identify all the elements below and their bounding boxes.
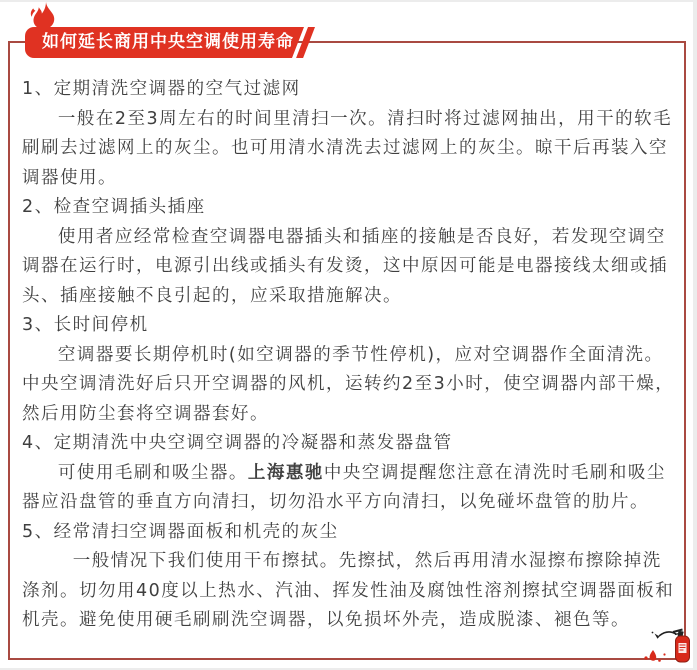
brand-name: 上海惠驰	[247, 462, 324, 483]
section-heading: 2、检查空调插头插座	[22, 197, 206, 217]
section-3	[22, 311, 678, 429]
page-edge-top	[0, 0, 697, 2]
paragraph-text: 中央空调提醒您注意在清洗时毛刷和吸尘器应沿盘管的垂直方向清扫，切勿沿水平方向清扫，以免碰坏盘管的肋片。	[22, 462, 666, 512]
section-5	[22, 518, 678, 636]
section-2	[22, 193, 678, 311]
section-paragraph: 使用者应经常检查空调器电器插头和插座的接触是否良好，若发现空调空调器在运行时，电源引出线或插头有发烫，这中原因可能是电器接线太细或插头、插座接触不良引起的，应采取措施解决。	[22, 226, 668, 306]
section-paragraph: 一般情况下我们使用干布擦拭。先擦拭，然后再用清水湿擦布擦除掉洗涤剂。切勿用40度以上热水、汽油、挥发性油及腐蚀性溶剂擦拭空调器面板和机壳。避免使用硬毛刷刷洗空调器，以免损坏外壳，造成脱漆、褪色等。	[22, 551, 675, 630]
section-heading: 5、经常清扫空调器面板和机壳的灰尘	[22, 521, 339, 542]
fire-extinguisher-icon	[642, 625, 695, 667]
section-1	[22, 75, 678, 193]
article-content	[22, 75, 678, 636]
title-banner	[25, 27, 294, 58]
section-heading: 3、长时间停机	[22, 315, 149, 335]
section-paragraph: 一般在2至3周左右的时间里清扫一次。清扫时将过滤网抽出，用干的软毛刷刷去过滤网上的灰尘。也可用清水清洗去过滤网上的灰尘。晾干后再装入空调器使用。	[22, 108, 673, 188]
paragraph-text: 可使用毛刷和吸尘器。	[57, 462, 248, 483]
section-heading: 4、定期清洗中央空调空调器的冷凝器和蒸发器盘管	[22, 433, 453, 453]
section-paragraph: 空调器要长期停机时(如空调器的季节性停机)，应对空调器作全面清洗。中央空调清洗好后只开空调器的风机，运转约2至3小时，使空调器内部干燥，然后用防尘套将空调器套好。	[22, 344, 675, 424]
page-edge-right	[693, 0, 697, 670]
section-paragraph	[22, 459, 678, 518]
section-4	[22, 429, 678, 518]
section-heading: 1、定期清洗空调器的空气过滤网	[22, 79, 301, 99]
page-title: 如何延长商用中央空调使用寿命	[42, 32, 294, 52]
flame-icon	[26, 2, 60, 31]
